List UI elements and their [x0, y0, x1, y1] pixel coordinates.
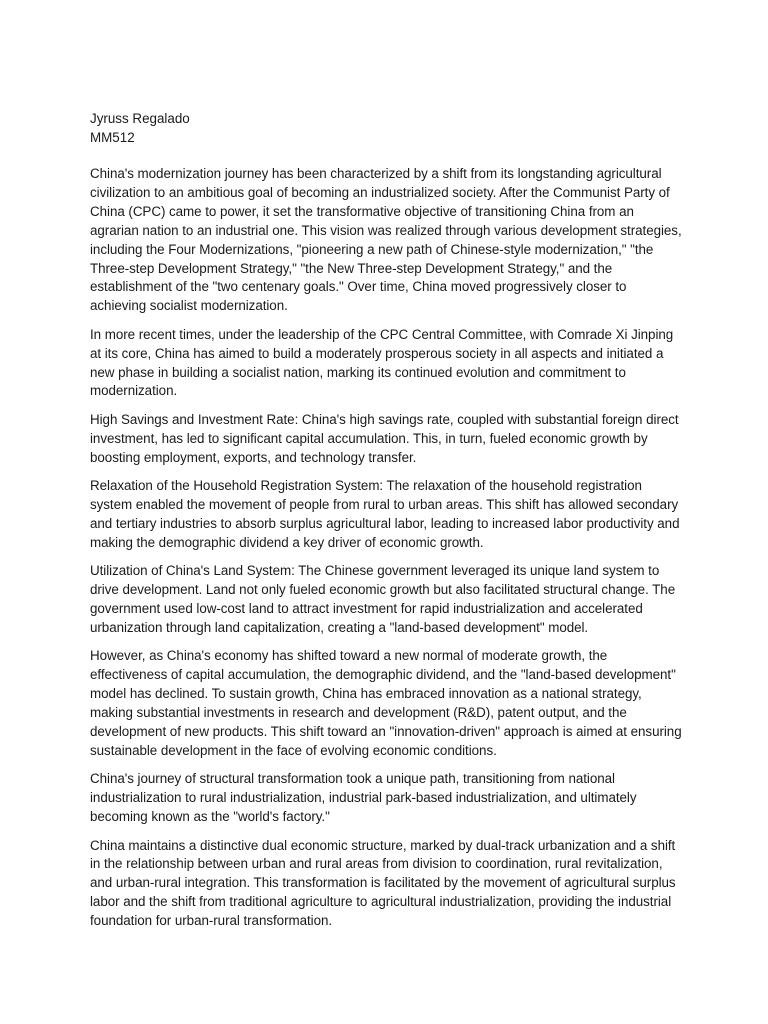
essay-body — [90, 165, 682, 931]
course-code: MM512 — [90, 130, 135, 145]
paragraph-household-registration: Relaxation of the Household Registration System: The relaxation of the household registration system enabled the movement of people from rural to urban areas. This shift has allowed secondary and tertiary industries to absorb surplus agricultural labor, leading to increased labor productivity and making the demographic dividend a key driver of economic growth. — [90, 478, 680, 550]
paragraph-innovation: However, as China's economy has shifted toward a new normal of moderate growth, the effectiveness of capital accumulation, the demographic dividend, and the "land-based development" model has declined. To sustain growth, China has embraced innovation as a national strategy, making substantial investments in research and development (R&D), patent output, and the development of new products. This shift toward an "innovation-driven" approach is aimed at ensuring sustainable development in the face of evolving economic conditions. — [90, 648, 682, 758]
paragraph-intro: China's modernization journey has been characterized by a shift from its longstanding agricultural civilization to an ambitious goal of becoming an industrialized society. After the Communist Party of China (CPC) came to power, it set the transformative objective of transitioning China from an agrarian nation to an industrial one. This vision was realized through various development strategies, including the Four Modernizations, "pioneering a new path of Chinese-style modernization," "the Three-step Development Strategy," "the New Three-step Development Strategy," and the establishment of the "two centenary goals." Over time, China moved progressively closer to achieving socialist modernization. — [90, 166, 682, 314]
paragraph-land-system: Utilization of China's Land System: The Chinese government leveraged its unique land system to drive development. Land not only fueled economic growth but also facilitated structural change. The government used low-cost land to attract investment for rapid industrialization and accelerated urbanization through land capitalization, creating a "land-based development" model. — [90, 563, 676, 635]
paragraph-dual-economy: China maintains a distinctive dual economic structure, marked by dual-track urbanization and a shift in the relationship between urban and rural areas from division to coordination, rural revitalization, and urban-rural integration. This transformation is facilitated by the movement of agricultural surplus labor and the shift from traditional agriculture to agricultural industrialization, providing the industrial foundation for urban-rural transformation. — [90, 837, 676, 929]
paragraph-recent-times: In more recent times, under the leadership of the CPC Central Committee, with Comrade Xi Jinping at its core, China has aimed to build a moderately prosperous society in all aspects and initiated a new phase in building a socialist nation, marking its continued evolution and commitment to modernization. — [90, 326, 674, 399]
author-name: Jyruss Regalado — [90, 111, 190, 126]
paragraph-structural-transformation: China's journey of structural transformation took a unique path, transitioning from national industrialization to rural industrialization, industrial park-based industrialization, and ultimately becoming known as the "world's factory." — [90, 771, 637, 825]
paragraph-savings-investment: High Savings and Investment Rate: China's high savings rate, coupled with substantial foreign direct investment, has led to significant capital accumulation. This, in turn, fueled economic growth by boosting employment, exports, and technology transfer. — [90, 411, 679, 465]
